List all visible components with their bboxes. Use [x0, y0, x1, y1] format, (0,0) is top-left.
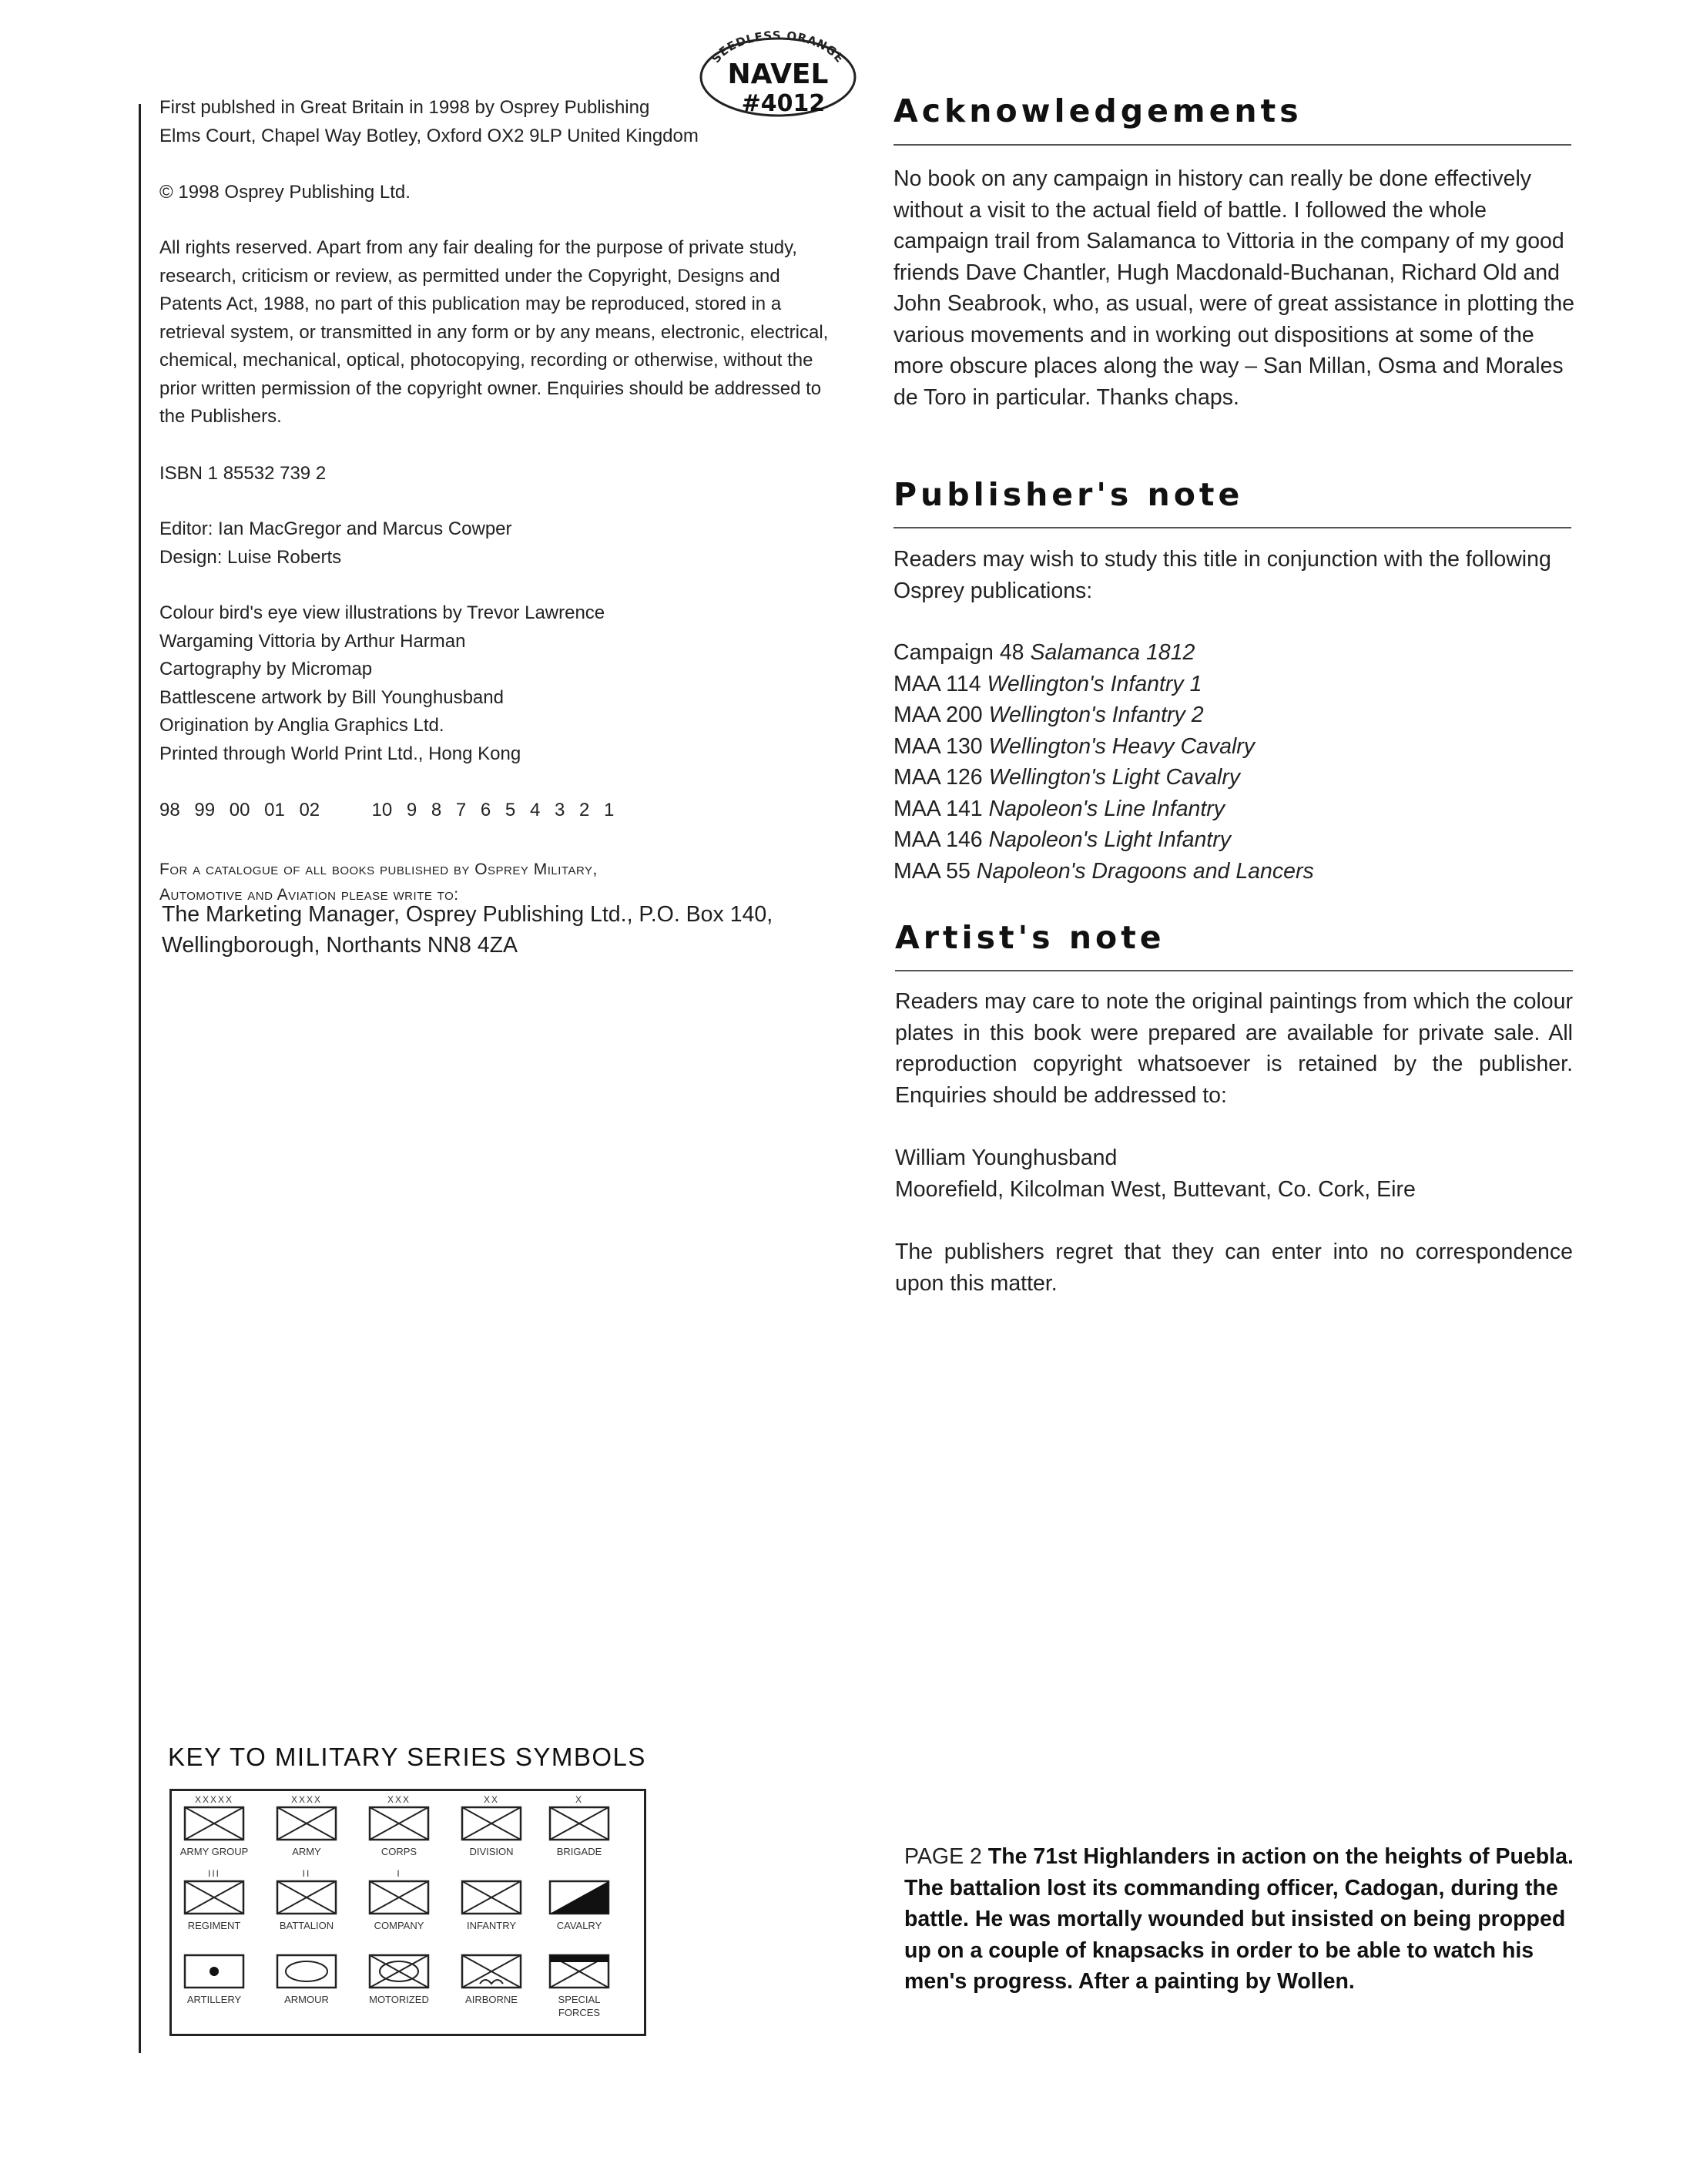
symbol-label: SPECIAL FORCES [558, 1994, 601, 2018]
unit-symbol-icon [367, 1953, 431, 1990]
publication-item: MAA 114 Wellington's Infantry 1 [893, 671, 1202, 696]
address-line-2: Wellingborough, Northants NN8 4ZA [162, 933, 518, 958]
military-symbol [449, 1868, 534, 1932]
unit-symbol-icon [460, 1879, 523, 1916]
catalogue-line-2: Automotive and Aviation please write to: [159, 886, 459, 904]
key-title: KEY TO MILITARY SERIES SYMBOLS [168, 1743, 646, 1771]
symbol-label: CORPS [381, 1846, 417, 1857]
imprint-address [159, 94, 857, 150]
acknowledgements-body: No book on any campaign in history can really be done effectively without a visit to the actual field of battle. I followed the whole campaign trail from Salamanca to Vittoria in the company of my good friends Dave Chantler, Hugh Macdonald-Buchanan, Richard Old and John Seabrook, who, as usual, were of great assistance in plotting the various movements and in working out dispositions at some of the more obscure places along the way – San Millan, Osma and Morales de Toro in particular. Thanks chaps. [893, 166, 1575, 410]
symbol-key-box [169, 1789, 646, 2036]
echelon-mark [357, 1942, 441, 1953]
acknowledgements-heading: Acknowledgements [893, 92, 1302, 129]
echelon-mark [449, 1942, 534, 1953]
unit-symbol-icon [275, 1805, 338, 1842]
military-symbol [449, 1794, 534, 1858]
artist-address: Moorefield, Kilcolman West, Buttevant, Co. Cork, Eire [895, 1176, 1416, 1202]
acknowledgements-section [893, 92, 1302, 129]
publication-item: MAA 141 Napoleon's Line Infantry [893, 796, 1225, 821]
military-symbol [357, 1794, 441, 1858]
military-symbol [264, 1794, 349, 1858]
unit-symbol-icon [460, 1805, 523, 1842]
military-symbol [172, 1794, 256, 1858]
credit-line: Colour bird's eye view illustrations by Trevor Lawrence [159, 602, 605, 623]
echelon-mark: X [575, 1794, 583, 1805]
symbol-label: CAVALRY [556, 1920, 602, 1931]
credit-line: Wargaming Vittoria by Arthur Harman [159, 630, 466, 652]
print-years: 98 99 00 01 02 [159, 800, 320, 820]
production-credits [159, 599, 857, 768]
unit-symbol-icon [460, 1953, 523, 1990]
publishers-note-section [893, 476, 1243, 513]
publication-item: MAA 200 Wellington's Infantry 2 [893, 703, 1204, 727]
military-symbol [172, 1942, 256, 2006]
stamp-code: #4012 [741, 90, 826, 117]
military-symbol [357, 1942, 441, 2006]
published-line-2: Elms Court, Chapel Way Botley, Oxford OX2 9LP United Kingdom [159, 125, 699, 146]
margin-rule [139, 104, 141, 2053]
unit-symbol-icon [275, 1879, 338, 1916]
symbol-label: AIRBORNE [465, 1994, 518, 2005]
publishers-note-intro: Readers may wish to study this title in conjunction with the following Osprey publications: [893, 547, 1551, 603]
publication-item: MAA 146 Napoleon's Light Infantry [893, 827, 1231, 852]
caption-prefix: PAGE 2 [904, 1844, 982, 1869]
echelon-mark: XX [483, 1794, 499, 1805]
published-line-1: First publshed in Great Britain in 1998 by Osprey Publishing [159, 97, 650, 118]
artists-note-closing: The publishers regret that they can enter into no correspondence upon this matter. [895, 1240, 1573, 1296]
military-symbol [537, 1942, 622, 2019]
symbol-label: MOTORIZED [369, 1994, 429, 2005]
heading-rule [893, 144, 1571, 146]
plate-caption [904, 1841, 1582, 1998]
echelon-mark [172, 1942, 256, 1953]
copyright-line: © 1998 Osprey Publishing Ltd. [159, 182, 411, 203]
symbol-label: ARMOUR [284, 1994, 329, 2005]
unit-symbol-icon [548, 1879, 611, 1916]
unit-symbol-icon [183, 1953, 246, 1990]
credit-line: Cartography by Micromap [159, 659, 373, 679]
publishers-note-heading: Publisher's note [893, 476, 1244, 513]
catalogue-line-1: For a catalogue of all books published by Osprey Military, [159, 861, 598, 878]
symbol-label: ARTILLERY [186, 1994, 242, 2005]
military-symbol [264, 1868, 349, 1932]
artist-name: William Younghusband [895, 1146, 1118, 1170]
publication-item: MAA 126 Wellington's Light Cavalry [893, 765, 1241, 790]
symbol-label: BATTALION [279, 1920, 334, 1931]
echelon-mark: XXXXX [194, 1794, 234, 1805]
credit-line: Printed through World Print Ltd., Hong Kong [159, 743, 521, 764]
print-run: 10 9 8 7 6 5 4 3 2 1 [371, 800, 615, 820]
echelon-mark [449, 1868, 534, 1879]
symbol-label: BRIGADE [556, 1846, 602, 1857]
editors-line: Editor: Ian MacGregor and Marcus Cowper [159, 518, 512, 539]
symbol-label: INFANTRY [466, 1920, 517, 1931]
symbol-label: DIVISION [469, 1846, 514, 1857]
echelon-mark [264, 1942, 349, 1953]
echelon-mark: I [397, 1868, 401, 1879]
unit-symbol-icon [183, 1805, 246, 1842]
caption-text: The 71st Highlanders in action on the heights of Puebla. The battalion lost its commanding officer, Cadogan, during the battle. He was mortally wounded but insisted on being propped up on a couple of knapsacks in order to be able to watch his men's progress. After a painting by Wollen. [904, 1844, 1574, 1994]
military-symbol [264, 1942, 349, 2006]
symbol-label: COMPANY [374, 1920, 424, 1931]
symbol-label: REGIMENT [187, 1920, 241, 1931]
artist-contact [895, 1142, 1588, 1205]
design-line: Design: Luise Roberts [159, 546, 342, 568]
stamp-top-text: SEEDLESS ORANGE [709, 31, 847, 66]
military-symbol [449, 1942, 534, 2006]
military-symbol [357, 1868, 441, 1932]
echelon-mark [537, 1868, 622, 1879]
stamp-main-text: NAVEL [727, 59, 829, 90]
military-symbol [537, 1794, 622, 1858]
print-line [159, 797, 857, 825]
address-line-1: The Marketing Manager, Osprey Publishing Ltd., P.O. Box 140, [162, 902, 773, 927]
artists-note-body: Readers may care to note the original paintings from which the colour plates in this book were prepared are available for private sale. All reproduction copyright whatsoever is retained by the publisher. Enquiries should be addressed to: [895, 989, 1573, 1108]
marketing-address [162, 899, 859, 961]
editorial-credits [159, 515, 857, 572]
symbol-label: ARMY GROUP [179, 1846, 249, 1857]
echelon-mark: III [207, 1868, 220, 1879]
echelon-mark [537, 1942, 622, 1953]
credit-line: Origination by Anglia Graphics Ltd. [159, 715, 444, 736]
artists-note-heading: Artist's note [895, 919, 1165, 956]
unit-symbol-icon [183, 1879, 246, 1916]
publication-list [893, 637, 1587, 887]
heading-rule [893, 527, 1571, 528]
unit-symbol-icon [367, 1879, 431, 1916]
heading-rule [895, 970, 1573, 971]
echelon-mark: II [302, 1868, 311, 1879]
unit-symbol-icon [367, 1805, 431, 1842]
rights-paragraph: All rights reserved. Apart from any fair dealing for the purpose of private study, research, criticism or review, as permitted under the Copyright, Designs and Patents Act, 1988, no part of this publication may be reproduced, stored in a retrieval system, or transmitted in any form or by any means, electronic, electrical, chemical, mechanical, optical, photocopying, recording or otherwise, without the prior written permission of the copyright owner. Enquiries should be addressed to the Publishers. [159, 237, 829, 427]
isbn: ISBN 1 85532 739 2 [159, 463, 327, 484]
artists-note-section [895, 919, 1165, 956]
military-symbol [537, 1868, 622, 1932]
publication-item: Campaign 48 Salamanca 1812 [893, 640, 1195, 665]
unit-symbol-icon [548, 1805, 611, 1842]
military-symbol [172, 1868, 256, 1932]
symbol-label: ARMY [292, 1846, 321, 1857]
unit-symbol-icon [548, 1953, 611, 1990]
publication-item: MAA 130 Wellington's Heavy Cavalry [893, 733, 1256, 759]
credit-line: Battlescene artwork by Bill Younghusband [159, 686, 504, 708]
echelon-mark: XXXX [290, 1794, 322, 1805]
publication-item: MAA 55 Napoleon's Dragoons and Lancers [893, 858, 1314, 884]
echelon-mark: XXX [387, 1794, 411, 1805]
unit-symbol-icon [275, 1953, 338, 1990]
